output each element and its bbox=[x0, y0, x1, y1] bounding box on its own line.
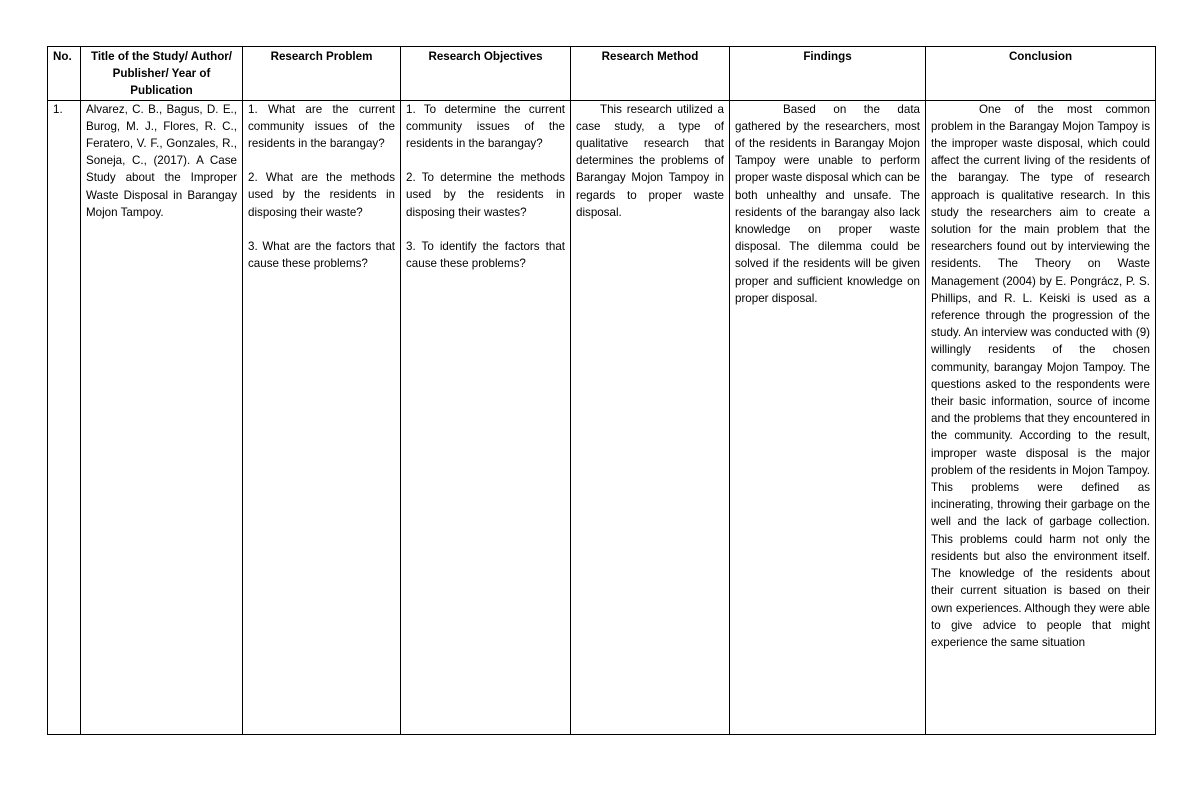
header-conclusion: Conclusion bbox=[926, 47, 1156, 101]
findings-text: Based on the data gathered by the researchers, most of the residents in Barangay Mojon Tampoy were unable to perform proper waste disposal which can be both unhealthy and unsafe. The residents of the barangay also lack knowledge on proper waste disposal. The dilemma could be solved if the residents will be given proper and sufficient knowledge on proper disposal. bbox=[735, 102, 920, 305]
header-no: No. bbox=[48, 47, 81, 101]
header-findings: Findings bbox=[730, 47, 926, 101]
header-research-objectives: Research Objectives bbox=[401, 47, 571, 101]
research-problem-cell bbox=[243, 100, 401, 734]
header-row bbox=[48, 47, 1156, 101]
findings-cell bbox=[730, 100, 926, 734]
research-problem-1: 1. What are the current community issues of the residents in the barangay? bbox=[248, 102, 395, 151]
header-research-problem: Research Problem bbox=[243, 47, 401, 101]
research-method-text: This research utilized a case study, a type of qualitative research that determines the problems of Barangay Mojon Tampoy in regards to proper waste disposal. bbox=[576, 102, 724, 219]
research-problem-3: 3. What are the factors that cause these problems? bbox=[248, 239, 395, 271]
research-objectives-cell bbox=[401, 100, 571, 734]
research-problem-2: 2. What are the methods used by the residents in disposing their waste? bbox=[248, 171, 395, 219]
header-title: Title of the Study/ Author/ Publisher/ Year of Publication bbox=[81, 47, 243, 101]
conclusion-cell bbox=[926, 100, 1156, 734]
research-objective-2: 2. To determine the methods used by the residents in disposing their wastes? bbox=[406, 171, 565, 219]
study-citation bbox=[81, 100, 243, 734]
research-objective-3: 3. To identify the factors that cause these problems? bbox=[406, 239, 565, 271]
table-row bbox=[48, 100, 1156, 734]
conclusion-text: One of the most common problem in the Barangay Mojon Tampoy is the improper waste disposal, which could affect the current living of the residents of the barangay. The type of research approach is qualitative research. In this study the researchers aim to create a solution for the main problem that the researchers found out by interviewing the residents. The Theory on Waste Management (2004) by E. Pongrácz, P. S. Phillips, and R. L. Keiski is used as a reference through the progression of the study. An interview was conducted with (9) willingly residents of the chosen community, barangay Mojon Tampoy. The questions asked to the respondents were their basic information, source of income and the problems that they encountered in the community. According to the result, improper waste disposal is the major problem of the residents in Mojon Tampoy. This problems were defined as incinerating, throwing their garbage on the well and the lack of garbage collection. This problems could harm not only the residents but also the environment itself. The knowledge of the residents about their current situation is based on their own experiences. Although they were able to give advice to people that might experience the same situation bbox=[931, 102, 1150, 649]
header-research-method: Research Method bbox=[571, 47, 730, 101]
research-method-cell bbox=[571, 100, 730, 734]
row-number: 1. bbox=[48, 100, 81, 734]
citation-text: Alvarez, C. B., Bagus, D. E., Burog, M. J., Flores, R. C., Feratero, V. F., Gonzales, R., Soneja, C., (2017). A Case Study about the Improper Waste Disposal in Barangay Mojon Tampoy. bbox=[86, 102, 237, 219]
research-table bbox=[47, 46, 1156, 735]
research-objective-1: 1. To determine the current community issues of the residents in the barangay? bbox=[406, 102, 565, 151]
